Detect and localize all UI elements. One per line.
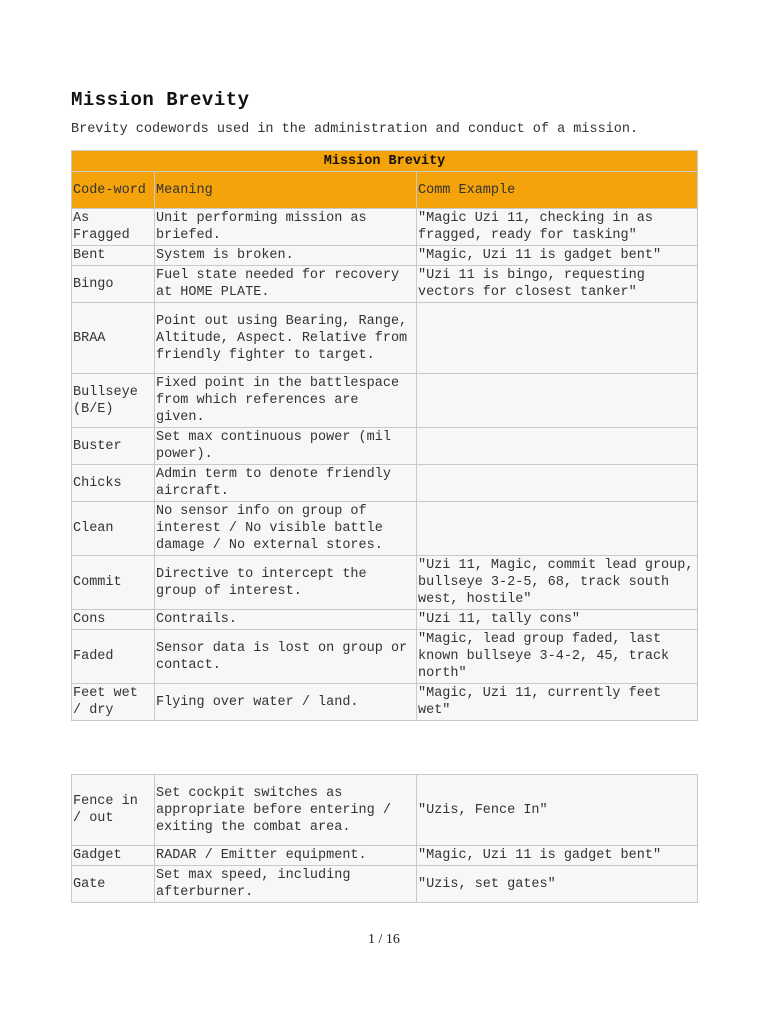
cell-meaning: Fuel state needed for recovery at HOME PLATE. <box>155 266 417 303</box>
table-row <box>72 374 698 428</box>
cell-meaning: Set max speed, including afterburner. <box>155 866 417 903</box>
cell-comm-example: "Magic, Uzi 11, currently feet wet" <box>417 684 698 721</box>
table-row <box>72 610 698 630</box>
table-row <box>72 266 698 303</box>
table-row <box>72 428 698 465</box>
intro-paragraph: Brevity codewords used in the administration and conduct of a mission. <box>71 122 639 137</box>
table-row <box>72 775 698 846</box>
cell-comm-example <box>417 465 698 502</box>
cell-meaning: Contrails. <box>155 610 417 630</box>
cell-codeword: Feet wet / dry <box>72 684 155 721</box>
cell-meaning: Directive to intercept the group of interest. <box>155 556 417 610</box>
cell-codeword: Clean <box>72 502 155 556</box>
cell-meaning: Admin term to denote friendly aircraft. <box>155 465 417 502</box>
mission-brevity-table-continued <box>71 774 698 903</box>
cell-meaning: Set max continuous power (mil power). <box>155 428 417 465</box>
table-row <box>72 846 698 866</box>
page-title: Mission Brevity <box>71 89 250 111</box>
cell-comm-example: "Uzi 11, Magic, commit lead group, bullseye 3-2-5, 68, track south west, hostile" <box>417 556 698 610</box>
cell-comm-example: "Magic, Uzi 11 is gadget bent" <box>417 846 698 866</box>
cell-meaning: Flying over water / land. <box>155 684 417 721</box>
cell-codeword: Gadget <box>72 846 155 866</box>
header-meaning: Meaning <box>155 172 417 209</box>
cell-codeword: Cons <box>72 610 155 630</box>
table-row <box>72 465 698 502</box>
cell-comm-example <box>417 428 698 465</box>
cell-codeword: BRAA <box>72 303 155 374</box>
document-page <box>71 88 697 900</box>
cell-codeword: Fence in / out <box>72 775 155 846</box>
mission-brevity-table <box>71 150 698 721</box>
cell-comm-example <box>417 303 698 374</box>
table-row <box>72 630 698 684</box>
cell-meaning: Unit performing mission as briefed. <box>155 209 417 246</box>
table-row <box>72 502 698 556</box>
cell-meaning: Sensor data is lost on group or contact. <box>155 630 417 684</box>
cell-codeword: Bingo <box>72 266 155 303</box>
cell-comm-example: "Magic, lead group faded, last known bullseye 3-4-2, 45, track north" <box>417 630 698 684</box>
cell-codeword: Commit <box>72 556 155 610</box>
cell-comm-example: "Uzis, Fence In" <box>417 775 698 846</box>
header-comm-example: Comm Example <box>417 172 698 209</box>
cell-comm-example: "Uzis, set gates" <box>417 866 698 903</box>
cell-comm-example: "Uzi 11, tally cons" <box>417 610 698 630</box>
cell-codeword: Gate <box>72 866 155 903</box>
cell-comm-example: "Uzi 11 is bingo, requesting vectors for closest tanker" <box>417 266 698 303</box>
cell-codeword: Chicks <box>72 465 155 502</box>
table-row <box>72 209 698 246</box>
cell-meaning: Set cockpit switches as appropriate before entering / exiting the combat area. <box>155 775 417 846</box>
cell-codeword: Buster <box>72 428 155 465</box>
cell-codeword: As Fragged <box>72 209 155 246</box>
cell-comm-example: "Magic Uzi 11, checking in as fragged, ready for tasking" <box>417 209 698 246</box>
cell-meaning: Fixed point in the battlespace from which references are given. <box>155 374 417 428</box>
table-row <box>72 556 698 610</box>
cell-codeword: Bent <box>72 246 155 266</box>
table-row <box>72 246 698 266</box>
cell-meaning: No sensor info on group of interest / No visible battle damage / No external stores. <box>155 502 417 556</box>
page-number: 1 / 16 <box>368 932 400 947</box>
table-caption: Mission Brevity <box>72 151 698 172</box>
cell-meaning: RADAR / Emitter equipment. <box>155 846 417 866</box>
cell-comm-example <box>417 374 698 428</box>
cell-codeword: Bullseye (B/E) <box>72 374 155 428</box>
header-codeword: Code-word <box>72 172 155 209</box>
cell-codeword: Faded <box>72 630 155 684</box>
table-row <box>72 684 698 721</box>
cell-meaning: Point out using Bearing, Range, Altitude, Aspect. Relative from friendly fighter to target. <box>155 303 417 374</box>
cell-comm-example <box>417 502 698 556</box>
table-row <box>72 303 698 374</box>
cell-meaning: System is broken. <box>155 246 417 266</box>
table-row <box>72 866 698 903</box>
cell-comm-example: "Magic, Uzi 11 is gadget bent" <box>417 246 698 266</box>
